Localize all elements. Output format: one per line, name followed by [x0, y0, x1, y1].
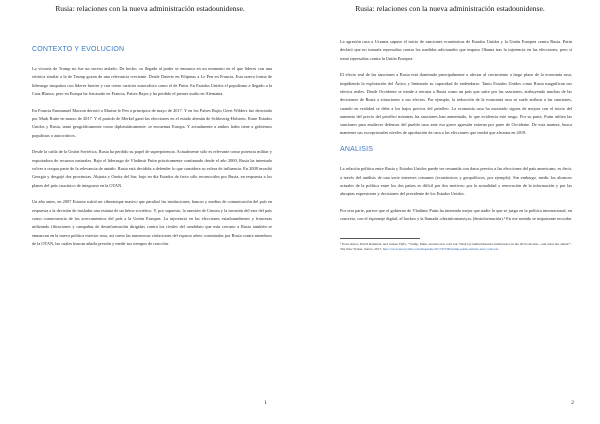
footnote-divider — [340, 238, 420, 239]
page-number: 1 — [264, 400, 267, 406]
footnote-text: ¹ Evan Osnos, David Remnick, and Joshua Yaffa, "Trump, Putin, and the new cold war. What lay behind Russia's interference in the 2016 election—and what lies ahead?", The New Yorker, marzo, 2017. — [340, 241, 572, 251]
body-paragraph: Un año antes, en 2007 Estonia sufrió un ciberataque masivo que paralizó las instituciones, bancos y medios de comunicación del país en respuesta a la decisión de trasladar una estatua de un héroe soviético. Y, por supuesto, la anexión de Crimea y la invasión del este del país como consecuencia de los acercamientos del país a la Unión Europea. La injerencia en las elecciones estadounidenses y francesas utilizando filtraciones y campañas de desinformación dirigidas contra los rivales del candidato que más cercano a Rusia también se enmarcan en la nueva política exterior rusa, así como las numerosas violaciones del espacio aéreo constatadas por Rusia contra miembros de la OTAN, las cuales buscan añadir presión y medir sus tiempos de reacción. — [32, 199, 272, 246]
page-content — [32, 38, 272, 257]
body-paragraph: Por otra parte, parece que el gobierno de Vladimir Putin ha intentado mejor que nadie lo que se juega en la política internacional, en concreto, con el espionaje digital, el hackeo y la llamada «dezinformatsiya» (desinformación).¹ En ese sentido se importante recordar — [340, 207, 572, 222]
page-content — [340, 38, 572, 252]
section-title-contexto: CONTEXTO Y EVOLUCION — [32, 46, 125, 53]
running-head: Rusia: relaciones con la nueva administración estadounidense. — [55, 4, 245, 13]
footnote — [340, 242, 572, 252]
page-number: 2 — [571, 400, 574, 406]
section-title-analisis: ANALISIS — [340, 146, 374, 154]
running-head: Rusia: relaciones con la nueva administración estadounidense. — [355, 4, 545, 13]
body-paragraph: La relación política entre Rusia y Estados Unidos puede ser resumida con datos previos a las elecciones del país americano, es decir, a través del análisis de una serie intereses comunes (económicos y geopolíticos, por ejemplo). Sin embargo, medir los alcances actuales de la política entre los dos países es difícil por dos motivos: por la actualidad y renovación de la información y por las abruptas expresiones y decisiones del presidente de los Estados Unidos. — [340, 166, 572, 197]
body-paragraph: La agresión rusa a Ucrania supuso el inicio de sanciones económicas de Estados Unidos y la Unión Europea contra Rusia. Putin declaró que no tomaría represalias contra los medidas adicionales que impuso Obama tras la injerencia en las elecciones, pero sí tomó represalias contra la Unión Europea. — [340, 39, 572, 61]
body-paragraph: La victoria de Trump no fue un suceso aislado. De hecho, su llegada al poder se enmarca en un momento en el que líderes con una retórica similar a la de Trump gozan de una relevancia creciente. Desde Duterte en Filipinas a Le Pen en Francia, Esta nueva forma de liderazgo simpatiza con líderes fuertes y con cierto carácter autocrático como el de Putin. En Estados Unidos el populismo a llegado a la Casa Blanca, pero en Europa ha fracasado en Francia, Países Bajos y ha perdido el primer asalto en Alemania. — [32, 66, 272, 96]
body-paragraph: En Francia Emmanuel Macron derrotó a Marine le Pen a principios de mayo de 2017. Y en los Países Bajos Geert Wilders fue derrotado por Mark Rutte en marzo de 2017. Y el partido de Merkel ganó las elecciones en el estado alemán de Schleswig-Holstein. Entre Estados Unidos y Rusia, tanto geográficamente como diplomáticamente, se encuentra Europa. Y actualmente a ambos lados tiene a gobiernos populistas o autocráticos. — [32, 107, 272, 138]
body-paragraph: El efecto real de las sanciones a Rusia está dominado principalmente a afectar al crecimiento a largo plazo de la economía rusa, impidiendo la explotación del Ártico y limitando su capacidad de endeudarse. Tanto Estados Unidos como Rusia magnifican sus efectos reales. Desde Occidente se tiende a retratar a Rusia como un país que sufre por las sanciones, atribuyendo muchas de las decisiones de Rusia a situaciones a sus efectos. Por ejemplo, la reducción de la economía rusa se suele atribuir a las sanciones, cuando en realidad se debe a los bajos precios del petróleo. La economía rusa ha mostrado signos de mejora con el inicio del aumento del precio del petróleo mientras las sanciones han aumentado, lo que evidencia este sesgo. Por su parte, Putin utiliza las sanciones para enaltecer defensor del pueblo ruso ante esa grave agresión externa por parte de Occidente. De esta manera, busca mantener sus excepcionales niveles de aprobación de cara a las elecciones que tendrá que afrontar en 2018. — [340, 72, 572, 136]
document-page-2 — [300, 0, 600, 424]
body-paragraph: Desde la caída de la Unión Soviética, Rusia ha perdido su papel de superpotencia. Actualmente sólo es relevante como potencia militar y exportadora de recursos naturales. Bajo el liderazgo de Vladimir Putin prácticamente continuado desde el año 2000, Rusia ha intentado volver a ocupar parte de la relevancia de antaño. Rusia está decidida a defender lo que considera su esfera de influencia. En 2008 invadió Georgia y desgajó dos provincias, Abjasia y Osetia del Sur, bajo en día Estados de facto sólo reconocidos por Rusia, en respuesta a los planes del país caucásico de integrarse en la OTAN. — [32, 149, 272, 188]
footnote-link[interactable]: http://www.newyorker.com/magazine/2017/03/06/trump-putin-and-the-new-cold-war — [382, 246, 499, 251]
